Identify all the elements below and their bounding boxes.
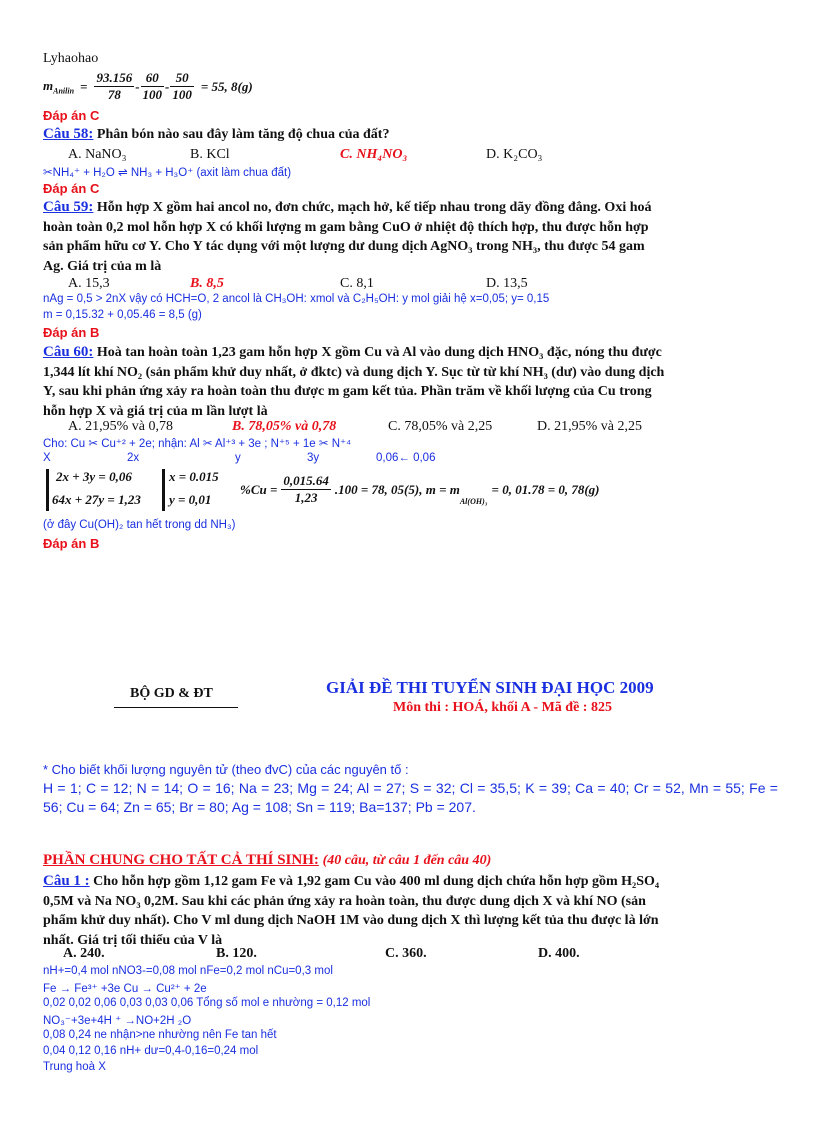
q60-option-d: D. 21,95% và 2,25 [537, 419, 642, 434]
section-note: (40 câu, từ câu 1 đến câu 40) [322, 853, 492, 868]
cu-fraction: $\frac{0,015.64}{1,23}$ [283, 473, 329, 505]
author-name: Lyhaohao [43, 51, 99, 66]
ministry-underline [114, 707, 238, 708]
q60-answer: Đáp án B [43, 536, 100, 551]
q1-work-6: 0,04 0,12 0,16 nH+ dư=0,4-0,16=0,24 mol [43, 1045, 259, 1057]
q58-explanation: ✂NH₄⁺ + H₂O ⇌ NH₃ + H₃O⁺ (axit làm chua đất) [43, 167, 292, 179]
exam-subtitle: Môn thi : HOÁ, khối A - Mã đề : 825 [393, 700, 612, 715]
answer-prev: Đáp án C [43, 108, 100, 123]
q60-option-c: C. 78,05% và 2,25 [388, 419, 493, 434]
atomic-intro: * Cho biết khối lượng nguyên tử (theo đvC) của các nguyên tố : [43, 762, 409, 777]
question-58 [43, 126, 389, 143]
q60-explanation-1: Cho: Cu ✂ Cu⁺² + 2e; nhận: Al ✂ Al⁺³ + 3e ; N⁺⁵ + 1e ✂ N⁺⁴ [43, 438, 352, 450]
q58-option-b: B. KCl [190, 147, 230, 162]
system2-eq2: y = 0,01 [169, 492, 212, 507]
question-label: Câu 60: [43, 344, 94, 360]
q1-work-3: 0,02 0,02 0,06 0,03 0,03 0,06 Tổng số mol e nhường = 0,12 mol [43, 997, 371, 1009]
q59-explanation-2: m = 0,15.32 + 0,05.46 = 8,5 (g) [43, 309, 202, 321]
q1-option-b: B. 120. [216, 946, 257, 961]
system-brace-2 [162, 469, 168, 511]
q60-option-b-correct: B. 78,05% và 0,78 [232, 419, 337, 434]
question-text: Phân bón nào sau đây làm tăng độ chua của đất? [96, 127, 390, 142]
mass-lhs: $m_{Anilin}$ [43, 77, 75, 96]
question-59: Câu 59: Hỗn hợp X gồm hai ancol no, đơn chức, mạch hở, kế tiếp nhau trong dãy đồng đẳng. Oxi hoá hoàn toàn 0,2 mol hỗn hợp X có khối lượng m gam bằng CuO ở nhiệt độ thích hợp, thu được hỗn hợp sản phẩm hữu cơ Y. Cho Y tác dụng với một lượng dư dung dịch AgNO₃ trong NH₃, thu được 54 gam Ag. Giá trị của m là [43, 199, 652, 274]
q60-note: (ở đây Cu(OH)₂ tan hết trong dd NH₃) [43, 519, 236, 531]
q1-work-1: nH+=0,4 mol nNO3-=0,08 mol nFe=0,2 mol nCu=0,3 mol [43, 965, 333, 977]
exam-title: GIẢI ĐỀ THI TUYỂN SINH ĐẠI HỌC 2009 [326, 678, 654, 697]
cu-percent-formula: %Cu = $\frac{0,015.64}{1,23}$ .100 = 78, 05(5), m = m $_{Al(OH)_3}$ = 0, 01.78 = 0, 78(g) [240, 473, 600, 506]
q60-expl-006: 0,06← 0,06 [376, 452, 436, 464]
section-title: PHẦN CHUNG CHO TẤT CẢ THÍ SINH: [43, 852, 319, 868]
q59-answer: Đáp án B [43, 325, 100, 340]
q60-expl-2x: 2x [127, 452, 140, 464]
q60-expl-x: X [43, 452, 51, 464]
section-heading [43, 852, 491, 869]
q59-option-b-correct: B. 8,5 [190, 276, 224, 291]
q1-option-c: C. 360. [385, 946, 427, 961]
q1-work-2: Fe → Fe³⁺ +3e Cu → Cu²⁺ + 2e [43, 983, 207, 995]
question-label: Câu 1 : [43, 873, 90, 889]
q1-work-4: NO₃⁻+3e+4H ⁺ →NO+2H ₂O [43, 1015, 192, 1027]
q59-option-a: A. 15,3 [68, 276, 110, 291]
question-label: Câu 59: [43, 199, 94, 215]
question-1: Câu 1 : Cho hỗn hợp gồm 1,12 gam Fe và 1,92 gam Cu vào 400 ml dung dịch chứa hỗn hợp gồm H₂SO₄ 0,5M và Na NO₃ 0,2M. Sau khi các phản ứng xảy ra hoàn toàn, thu được dung dịch X và khí NO (sản phẩm khử duy nhất). Cho V ml dung dịch NaOH 1M vào dung dịch X thì lượng kết tủa thu được là lớn nhất. Giá trị tối thiểu của V là [43, 873, 660, 948]
question-label: Câu 58: [43, 126, 94, 142]
q1-work-7: Trung hoà X [43, 1061, 106, 1073]
fraction-2: $\frac{60}{100}$ [142, 70, 163, 102]
question-60: Câu 60: Hoà tan hoàn toàn 1,23 gam hỗn hợp X gồm Cu và Al vào dung dịch HNO₃ đặc, nóng thu được 1,344 lít khí NO₂ (sản phẩm khử duy nhất, ở đktc) và dung dịch Y. Sục từ từ khí NH₃ (dư) vào dung dịch Y, sau khi phản ứng xảy ra hoàn toàn thu được m gam kết tủa. Phần trăm về khối lượng của Cu trong hỗn hợp X và giá trị của m lần lượt là [43, 344, 665, 419]
atomic-values: H = 1; C = 12; N = 14; O = 16; Na = 23; Mg = 24; Al = 27; S = 32; Cl = 35,5; K = 39; Ca = 40; Cr = 52, Mn = 55; Fe = 56; Cu = 64; Zn = 65; Br = 80; Ag = 108; Sn = 119; Ba=137; Pb = 207. [43, 780, 778, 815]
fraction-1: $\frac{93.156}{78}$ [96, 70, 133, 102]
aniline-mass-formula: $m_{Anilin}$ = $\frac{93.156}{78}$ - $\frac{60}{100}$ - $\frac{50}{100}$ = 55, 8(g) [43, 70, 253, 102]
q58-answer: Đáp án C [43, 181, 100, 196]
system2-eq1: x = 0.015 [169, 469, 219, 484]
q60-option-a: A. 21,95% và 0,78 [68, 419, 173, 434]
q60-expl-3y: 3y [307, 452, 320, 464]
q59-explanation-1: nAg = 0,5 > 2nX vậy có HCH=O, 2 ancol là CH₃OH: xmol và C₂H₅OH: y mol giải hệ x=0,05; y= 0,15 [43, 293, 550, 305]
q59-option-c: C. 8,1 [340, 276, 374, 291]
fraction-3: $\frac{50}{100}$ [172, 70, 192, 102]
ministry-name: BỘ GD & ĐT [130, 686, 213, 701]
q60-expl-y: y [235, 452, 241, 464]
q58-option-a: A. NaNO₃ [68, 147, 127, 162]
q58-option-c-correct: C. NH₄NO₃ [340, 147, 408, 162]
q59-option-d: D. 13,5 [486, 276, 528, 291]
system1-eq2: 64x + 27y = 1,23 [52, 492, 141, 507]
q1-option-d: D. 400. [538, 946, 580, 961]
q58-option-d: D. K₂CO₃ [486, 147, 543, 162]
q1-work-5: 0,08 0,24 ne nhận>ne nhường nên Fe tan hết [43, 1029, 277, 1041]
q1-option-a: A. 240. [63, 946, 105, 961]
system1-eq1: 2x + 3y = 0,06 [56, 469, 132, 484]
